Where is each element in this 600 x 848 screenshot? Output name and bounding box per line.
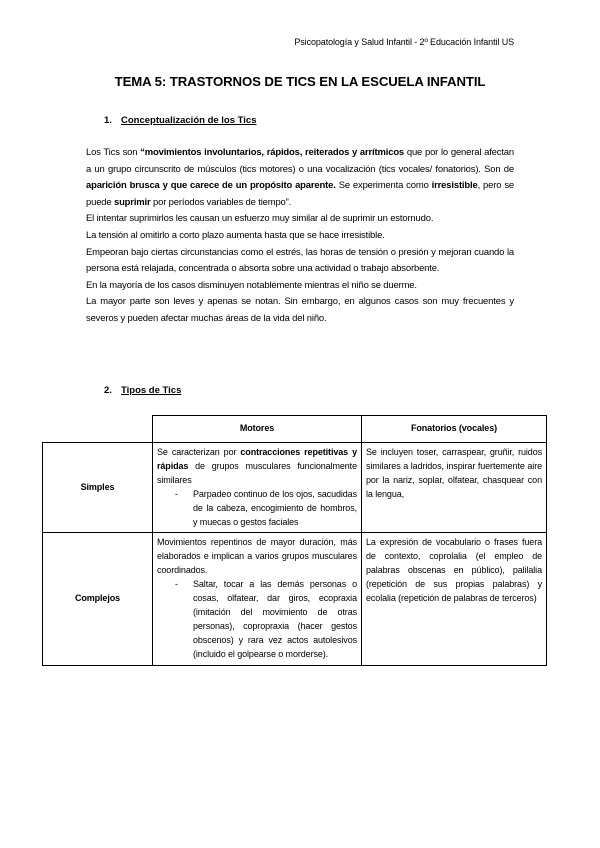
paragraph-definition xyxy=(86,145,514,211)
cell-text: Movimientos repentinos de mayor duración, más elaborados e implican a varios grupos musculares coordinados. xyxy=(157,537,357,576)
text-run: de grupos musculares funcionalmente similares xyxy=(157,460,357,485)
text-run: , pero se puede xyxy=(86,180,514,208)
bold-run: irresistible xyxy=(431,180,478,192)
text-run: Se experimenta como xyxy=(335,180,432,192)
bold-run: suprimir xyxy=(113,196,151,208)
list-item-text: Parpadeo continuo de los ojos, sacudidas de la cabeza, encogimiento de hombros, y muecas o gestos faciales xyxy=(193,488,357,527)
section-label: Conceptualización de los Tics xyxy=(121,115,257,126)
list-item xyxy=(171,488,357,530)
text-run: que por lo general afectan a un grupo circunscrito de músculos (tics motores) o una vocalización (tics vocales/ fonatorios). Son de xyxy=(86,147,515,175)
cell-text xyxy=(157,446,357,488)
paragraph-sleep: En la mayoría de los casos disminuyen notablemente mientras el niño se duerme. xyxy=(86,279,417,291)
bold-run: contracciones repetitivas y rápidas xyxy=(157,447,357,471)
paragraph-tension: La tensión al omitirlo a corto plazo aumenta hasta que se hace irresistible. xyxy=(86,229,385,241)
body-text xyxy=(86,145,514,328)
bullet-list xyxy=(157,578,357,661)
cell-complejos-fonatorios xyxy=(362,533,547,665)
row-header-simples: Simples xyxy=(43,443,153,533)
list-item xyxy=(171,578,357,661)
column-header-motores: Motores xyxy=(153,416,362,443)
text-run: Los Tics son xyxy=(86,147,141,158)
section-number: 1. xyxy=(104,115,112,126)
cell-text: Se incluyen toser, carraspear, gruñir, ruidos similares a ladridos, inspirar fuertemente aire por la nariz, soplar, olfatear, chasquear con la lengua, xyxy=(366,447,542,499)
row-header-complejos: Complejos xyxy=(43,533,153,665)
list-item-text: Saltar, tocar a las demás personas o cosas, olfatear, dar giros, ecopraxia (imitación del movimiento de otras personas), copropraxia (hacer gestos obscenos) y rara vez actos autolesivos (incluido el golpearse o morderse). xyxy=(193,579,357,659)
bold-run: “movimientos involuntarios, rápidos, reiterados y arrítmicos xyxy=(140,147,405,158)
dash-bullet: - xyxy=(175,579,178,590)
section-heading-conceptualizacion xyxy=(104,115,257,126)
page-title: TEMA 5: TRASTORNOS DE TICS EN LA ESCUELA INFANTIL xyxy=(114,74,486,89)
cell-simples-motores xyxy=(153,443,362,533)
table-corner-cell xyxy=(43,416,153,443)
column-header-fonatorios: Fonatorios (vocales) xyxy=(362,416,547,443)
paragraph-suppression: El intentar suprimirlos les causan un esfuerzo muy similar al de suprimir un estornudo. xyxy=(86,213,434,225)
section-heading-tipos xyxy=(104,385,181,396)
paragraph-severity: La mayor parte son leves y apenas se notan. Sin embargo, en algunos casos son muy frecuentes y severos y pueden afectar muchas áreas de la vida del niño. xyxy=(86,296,514,324)
bold-run: aparición brusca y que carece de un propósito aparente. xyxy=(86,180,336,192)
table-row-simples xyxy=(43,443,547,533)
cell-text: La expresión de vocabulario o frases fuera de contexto, coprolalia (el empleo de palabras obscenas en público), palilalia (repetición de sus propias palabras) y ecolalia (repetición de palabras de terceros) xyxy=(366,537,542,604)
running-header: Psicopatología y Salud Infantil - 2º Educación Infantil US xyxy=(294,37,514,47)
section-label: Tipos de Tics xyxy=(121,385,182,396)
paragraph-worsen: Empeoran bajo ciertas circunstancias como el estrés, las horas de tensión o presión y mejoran cuando la persona está relajada, concentrada o absorta sobre una actividad o trabajo absorbente. xyxy=(86,246,514,275)
bullet-list xyxy=(157,488,357,530)
cell-simples-fonatorios xyxy=(362,443,547,533)
table-header-row xyxy=(43,416,547,443)
tics-table xyxy=(42,415,547,666)
text-run: por períodos variables de tiempo”. xyxy=(150,196,292,208)
cell-complejos-motores xyxy=(153,533,362,665)
table-row-complejos xyxy=(43,533,547,665)
section-number: 2. xyxy=(104,385,112,396)
dash-bullet: - xyxy=(175,488,178,499)
text-run: Se caracterizan por xyxy=(157,447,241,457)
